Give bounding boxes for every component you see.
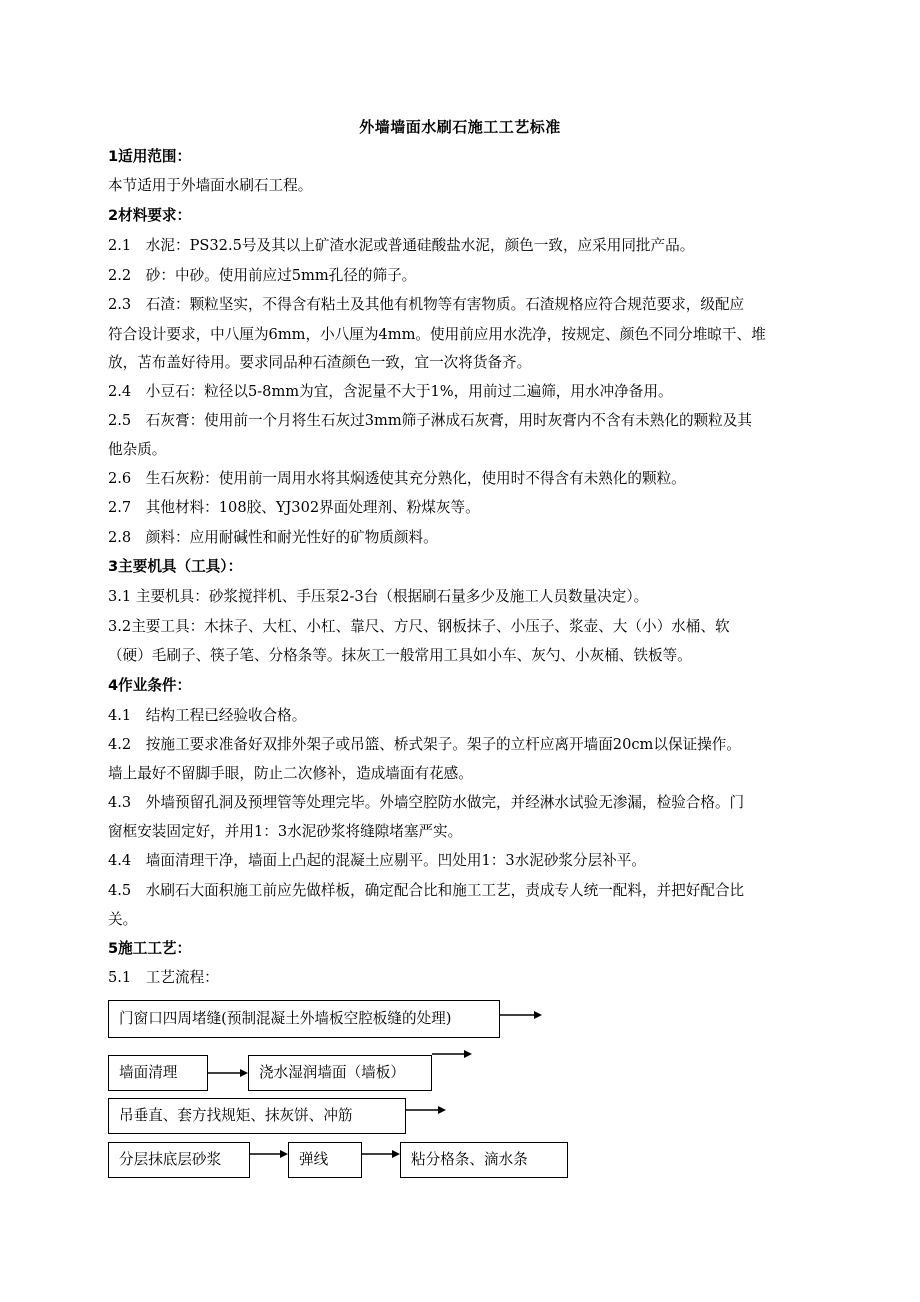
paragraph-line: 4.3 外墙预留孔洞及预埋管等处理完毕。外墙空腔防水做完，并经淋水试验无渗漏，检验合格。门: [108, 794, 745, 811]
flow-step-label: 粘分格条、滴水条: [411, 1151, 528, 1168]
paragraph-line: 放，苫布盖好待用。要求同品种石渣颜色一致，宜一次将货备齐。: [108, 354, 532, 371]
flow-step-snap-lines: [288, 1142, 362, 1178]
paragraph-line: 2.4 小豆石：粒径以5-8mm为宜，含泥量不大于1%，用前过二遍筛，用水冲净备用。: [108, 383, 673, 400]
flow-step-base-coat: [108, 1142, 250, 1178]
flow-step-label: 浇水湿润墙面（墙板）: [259, 1064, 405, 1081]
paragraph-line: 4.5 水刷石大面积施工前应先做样板，确定配合比和施工工艺，责成专人统一配料，并把好配合比: [108, 882, 745, 899]
flow-step-seal-frame-gaps: [108, 1000, 500, 1038]
paragraph-line: 符合设计要求，中八厘为6mm，小八厘为4mm。使用前应用水洗净，按规定、颜色不同分堆晾干、堆: [108, 326, 766, 343]
paragraph-line: 4.4 墙面清理干净，墙面上凸起的混凝土应剔平。凹处用1：3水泥砂浆分层补平。: [108, 852, 646, 869]
flow-step-label: 弹线: [299, 1151, 329, 1168]
paragraph-line: 4.1 结构工程已经验收合格。: [108, 707, 307, 724]
flow-step-plumb-square: [108, 1098, 406, 1134]
paragraph-line: 关。: [108, 911, 138, 928]
paragraph-line: 2.8 颜料：应用耐碱性和耐光性好的矿物质颜料。: [108, 529, 438, 546]
arrow-right-icon: [362, 1147, 404, 1161]
flow-step-label: 吊垂直、套方找规矩、抹灰饼、冲筋: [119, 1107, 353, 1124]
flow-step-wall-cleaning: [108, 1055, 208, 1091]
section-heading: 3主要机具（工具）：: [108, 558, 243, 575]
paragraph-line: 2.6 生石灰粉：使用前一周用水将其焖透使其充分熟化，使用时不得含有未熟化的颗粒。: [108, 470, 686, 487]
flow-step-label: 分层抹底层砂浆: [119, 1151, 222, 1168]
section-heading: 1适用范围：: [108, 148, 192, 165]
paragraph-line: 2.7 其他材料：108胶、YJ302界面处理剂、粉煤灰等。: [108, 499, 480, 516]
section-heading: 2材料要求：: [108, 207, 192, 224]
arrow-right-icon: [406, 1103, 450, 1117]
section-heading: 4作业条件：: [108, 677, 192, 694]
arrow-right-icon: [208, 1066, 252, 1080]
paragraph-line: 2.3 石渣：颗粒坚实，不得含有粘土及其他有机物等有害物质。石渣规格应符合规范要求，级配应: [108, 296, 745, 313]
paragraph-line: 4.2 按施工要求准备好双排外架子或吊篮、桥式架子。架子的立杆应离开墙面20cm以保证操作。: [108, 736, 741, 753]
paragraph-line: 本节适用于外墙面水刷石工程。: [108, 177, 313, 194]
page-title: 外墙墙面水刷石施工工艺标准: [359, 118, 561, 136]
paragraph-line: 窗框安装固定好，并用1：3水泥砂浆将缝隙堵塞严实。: [108, 823, 463, 840]
paragraph-line: 2.2 砂：中砂。使用前应过5mm孔径的筛子。: [108, 267, 417, 284]
paragraph-line: （硬）毛刷子、筷子笔、分格条等。抹灰工一般常用工具如小车、灰勺、小灰桶、铁板等。: [108, 647, 692, 664]
flow-step-label: 门窗口四周堵缝(预制混凝土外墙板空腔板缝的处理): [119, 1010, 452, 1027]
paragraph-line: 5.1 工艺流程：: [108, 969, 219, 986]
flow-step-wet-wall: [248, 1055, 432, 1091]
paragraph-line: 墙上最好不留脚手眼，防止二次修补，造成墙面有花感。: [108, 765, 473, 782]
paragraph-line: 3.2主要工具：木抹子、大杠、小杠、靠尺、方尺、钢板抹子、小压子、浆壶、大（小）水桶、软: [108, 618, 730, 635]
flow-step-label: 墙面清理: [119, 1064, 178, 1081]
paragraph-line: 3.1 主要机具：砂浆搅拌机、手压泵2-3台（根据刷石量多少及施工人员数量决定）。: [108, 588, 649, 605]
paragraph-line: 2.1 水泥：PS32.5号及其以上矿渣水泥或普通硅酸盐水泥，颜色一致，应采用同批产品。: [108, 237, 695, 254]
section-heading: 5施工工艺：: [108, 940, 192, 957]
paragraph-line: 2.5 石灰膏：使用前一个月将生石灰过3mm筛子淋成石灰膏，用时灰膏内不含有未熟化的颗粒及其: [108, 412, 752, 429]
paragraph-line: 他杂质。: [108, 441, 167, 458]
arrow-right-icon: [432, 1047, 476, 1061]
arrow-right-icon: [250, 1147, 292, 1161]
arrow-right-icon: [500, 1008, 544, 1022]
flow-step-divider-strips: [400, 1142, 568, 1178]
